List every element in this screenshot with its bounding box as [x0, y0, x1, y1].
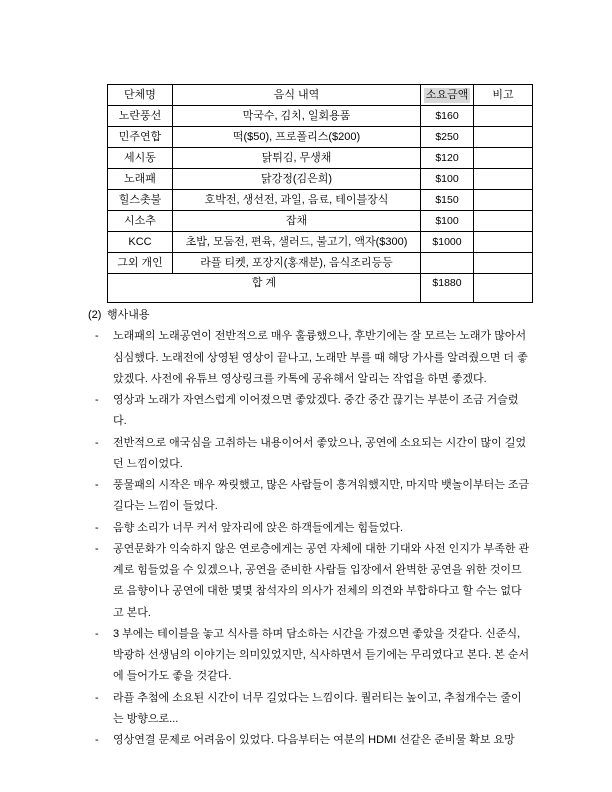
bullet-dash: -: [95, 479, 99, 491]
bullet-text: 전반적으로 애국심을 고취하는 내용이어서 좋았으나, 공연에 소요되는 시간이 많이 길었던 느낌이었다.: [113, 436, 527, 470]
cell-note: [474, 148, 533, 169]
cell-items: 닭튀김, 무생채: [173, 148, 421, 169]
cell-amount: $1000: [421, 232, 474, 253]
highlighted-header-text: 소요금액: [425, 89, 469, 101]
cell-items: 라플 티켓, 포장지(홍재분), 음식조리등등: [173, 253, 421, 274]
header-amount: [421, 85, 474, 106]
total-note-cell: [474, 274, 533, 303]
cell-amount: $100: [421, 211, 474, 232]
bullet-item: [88, 624, 530, 688]
cell-note: [474, 253, 533, 274]
bullet-text: 라플 추첨에 소요된 시간이 너무 길었다는 느낌이다. 퀄러티는 높이고, 추첨개수는 줄이는 방향으로...: [113, 691, 522, 725]
cell-items: 막국수, 김치, 일회용품: [173, 106, 421, 127]
cell-group: 시소추: [108, 211, 173, 232]
bullet-item: [88, 433, 530, 476]
table-row: [108, 127, 533, 148]
bullet-item: [88, 688, 530, 731]
bullet-dash: -: [95, 627, 99, 640]
section-title: 행사내용: [107, 309, 150, 321]
section-number: (2): [88, 309, 102, 321]
cell-note: [474, 106, 533, 127]
header-items: 음식 내역: [173, 85, 421, 106]
total-amount-cell: $1880: [421, 274, 474, 303]
bullet-text: 공연문화가 익숙하지 않은 연로층에게는 공연 자체에 대한 기대와 사전 인지가 부족한 관계로 힘들었을 수 있겠으나, 공연을 준비한 사람들 입장에서 완벽한 공연을 위한 것이므로 음향이나 공연에 대한 몇몇 참석자의 의사가 전체의 의견와 부합하다고 할 수는 없다고 본다.: [113, 542, 530, 619]
bullet-dash: -: [95, 436, 99, 449]
bullet-item: [88, 730, 530, 751]
cell-items: 잡채: [173, 211, 421, 232]
cell-amount: $160: [421, 106, 474, 127]
total-label-cell: 합 계: [108, 274, 421, 303]
header-note: 비고: [474, 85, 533, 106]
bullet-item: [88, 326, 530, 390]
expense-table: [107, 84, 533, 303]
cell-amount: $120: [421, 148, 474, 169]
bullet-list: [88, 326, 530, 751]
table-row: [108, 232, 533, 253]
cell-note: [474, 190, 533, 211]
cell-amount: $100: [421, 169, 474, 190]
bullet-text: 음향 소리가 너무 커서 앞자리에 앉은 하객들에게는 힘들었다.: [113, 521, 404, 534]
bullet-item: [88, 390, 530, 433]
cell-items: 닭강정(김은희): [173, 169, 421, 190]
bullet-dash: -: [95, 691, 99, 704]
table-row: [108, 253, 533, 274]
event-feedback-section: [88, 305, 530, 751]
cell-items: 호박전, 생선전, 과일, 음료, 테이블장식: [173, 190, 421, 211]
bullet-item: [88, 475, 530, 518]
table-total-row: [108, 274, 533, 303]
bullet-dash: -: [95, 734, 99, 746]
cell-amount: [421, 253, 474, 274]
cell-group: 노래패: [108, 169, 173, 190]
header-group: 단체명: [108, 85, 173, 106]
bullet-dash: -: [95, 330, 99, 343]
cell-note: [474, 127, 533, 148]
bullet-text: 풍물패의 시작은 매우 짜릿했고, 많은 사람들이 흥겨워했지만, 마지막 뱃놀이부터는 조금 길다는 느낌이 들었다.: [113, 479, 530, 513]
cell-group: 노란풍선: [108, 106, 173, 127]
table-row: [108, 190, 533, 211]
bullet-text: 노래패의 노래공연이 전반적으로 매우 훌륭했으나, 후반기에는 잘 모르는 노래가 많아서 심심했다. 노래전에 상영된 영상이 끝나고, 노래만 부를 때 해당 가사를 알려줬으면 더 좋았겠다. 사전에 유튜브 영상링크를 카톡에 공유해서 알리는 작업을 하면 좋겠다.: [113, 330, 528, 385]
bullet-dash: -: [95, 542, 99, 555]
cell-group: 민주연합: [108, 127, 173, 148]
table-row: [108, 148, 533, 169]
cell-note: [474, 232, 533, 253]
section-heading: [88, 305, 530, 326]
cell-group: 힐스촛불: [108, 190, 173, 211]
cell-note: [474, 211, 533, 232]
cell-note: [474, 169, 533, 190]
bullet-item: [88, 539, 530, 624]
cell-group: 그외 개인: [108, 253, 173, 274]
bullet-dash: -: [95, 521, 99, 534]
bullet-text: 영상과 노래가 자연스럽게 이어졌으면 좋았겠다. 중간 중간 끊기는 부분이 조금 거슬렸다.: [113, 394, 519, 428]
cell-items: 초밥, 모둠전, 편육, 샐러드, 불고기, 액자($300): [173, 232, 421, 253]
table-header-row: [108, 85, 533, 106]
table-row: [108, 169, 533, 190]
bullet-text: 영상연결 문제로 어려움이 있었다. 다음부터는 여분의 HDMI 선같은 준비물 확보 요망: [113, 734, 515, 746]
bullet-dash: -: [95, 394, 99, 406]
cell-items: 떡($50), 프로폴리스($200): [173, 127, 421, 148]
cell-group: KCC: [108, 232, 173, 253]
cell-amount: $250: [421, 127, 474, 148]
bullet-text: 3 부에는 테이블을 놓고 식사를 하며 담소하는 시간을 가졌으면 좋았을 것같다. 신준식, 박광하 선생님의 이야기는 의미있었지만, 식사하면서 듣기에는 무리였다고 본다. 본 순서에 들어가도 좋을 것같다.: [113, 627, 530, 683]
table-row: [108, 211, 533, 232]
cell-amount: $150: [421, 190, 474, 211]
bullet-item: [88, 518, 530, 539]
cell-group: 세시동: [108, 148, 173, 169]
table-row: [108, 106, 533, 127]
